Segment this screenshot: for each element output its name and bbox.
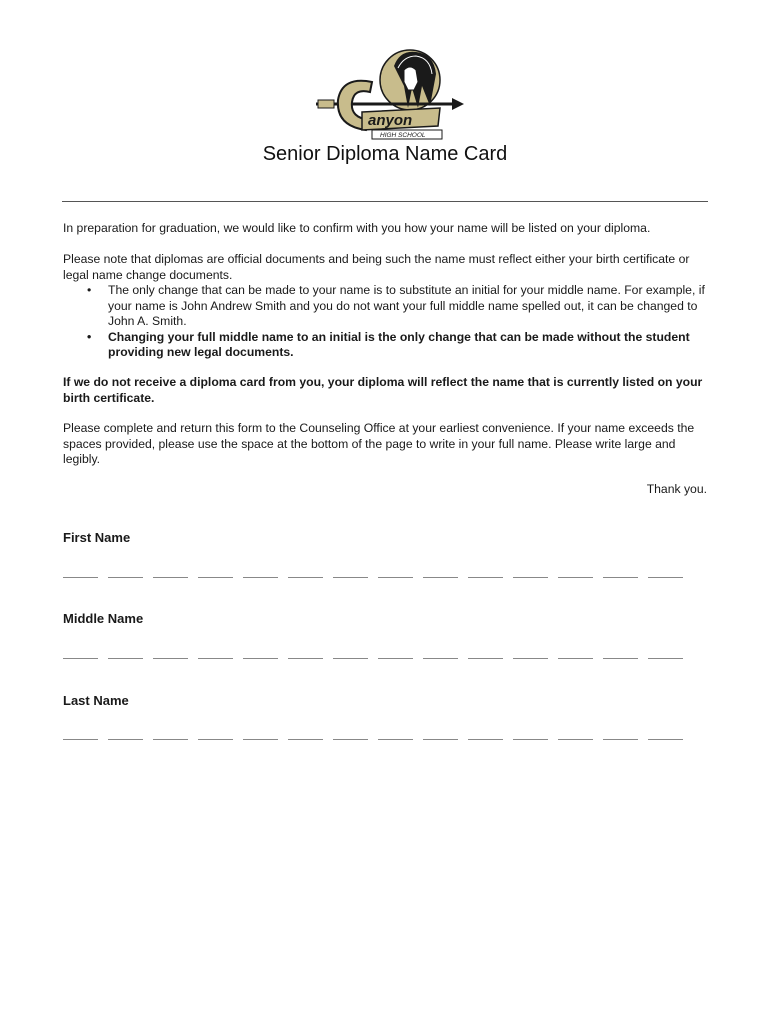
letter-blank[interactable] — [63, 729, 98, 740]
bullet-text: Changing your full middle name to an initial is the only change that can be made without the student providing new legal documents. — [108, 329, 690, 359]
letter-blank[interactable] — [333, 729, 368, 740]
last-name-label: Last Name — [63, 693, 129, 708]
bullet-icon: • — [87, 283, 92, 297]
warning-paragraph: If we do not receive a diploma card from you, your diploma will reflect the name that is currently listed on your birth certificate. — [63, 375, 703, 405]
letter-blank[interactable] — [423, 729, 458, 740]
svg-text:HIGH SCHOOL: HIGH SCHOOL — [380, 132, 426, 139]
letter-blank[interactable] — [468, 567, 503, 578]
middle-name-label: Middle Name — [63, 611, 144, 626]
letter-blank[interactable] — [243, 729, 278, 740]
list-item — [63, 330, 711, 361]
letter-blank[interactable] — [513, 729, 548, 740]
thanks-text: Thank you. — [646, 482, 707, 496]
note-paragraph: Please note that diplomas are official documents and being such the name must reflect either your birth certificate or legal name change documents. — [63, 252, 690, 282]
letter-blank[interactable] — [648, 648, 683, 659]
page-title: Senior Diploma Name Card — [262, 143, 508, 165]
rules-list — [63, 283, 711, 361]
first-name-label: First Name — [63, 530, 131, 545]
title-divider — [62, 201, 708, 202]
letter-blank[interactable] — [513, 567, 548, 578]
instructions-paragraph: Please complete and return this form to the Counseling Office at your earliest convenience. If your name exceeds the spaces provided, please use the space at the bottom of the page to write in your full name. Please write large and legibly. — [63, 421, 695, 466]
letter-blank[interactable] — [108, 648, 143, 659]
intro-paragraph: In preparation for graduation, we would like to confirm with you how your name will be listed on your diploma. — [63, 221, 651, 235]
letter-blank[interactable] — [558, 567, 593, 578]
letter-blank[interactable] — [63, 567, 98, 578]
letter-blank[interactable] — [423, 567, 458, 578]
letter-blank[interactable] — [558, 729, 593, 740]
letter-blank[interactable] — [288, 648, 323, 659]
last-name-blanks[interactable] — [63, 729, 703, 741]
letter-blank[interactable] — [108, 567, 143, 578]
letter-blank[interactable] — [333, 648, 368, 659]
letter-blank[interactable] — [243, 648, 278, 659]
letter-blank[interactable] — [288, 567, 323, 578]
letter-blank[interactable] — [198, 567, 233, 578]
letter-blank[interactable] — [648, 567, 683, 578]
letter-blank[interactable] — [468, 729, 503, 740]
letter-blank[interactable] — [198, 729, 233, 740]
letter-blank[interactable] — [603, 567, 638, 578]
list-item — [63, 283, 711, 330]
letter-blank[interactable] — [423, 648, 458, 659]
letter-blank[interactable] — [198, 648, 233, 659]
letter-blank[interactable] — [153, 648, 188, 659]
letter-blank[interactable] — [63, 648, 98, 659]
bullet-text: The only change that can be made to your name is to substitute an initial for your middle name. For example, if your name is John Andrew Smith and you do not want your full middle name spelled out, it can be changed to John A. Smith. — [108, 283, 705, 328]
letter-blank[interactable] — [108, 729, 143, 740]
letter-blank[interactable] — [468, 648, 503, 659]
letter-blank[interactable] — [558, 648, 593, 659]
letter-blank[interactable] — [378, 648, 413, 659]
middle-name-blanks[interactable] — [63, 648, 703, 660]
first-name-blanks[interactable] — [63, 567, 703, 579]
letter-blank[interactable] — [378, 567, 413, 578]
letter-blank[interactable] — [378, 729, 413, 740]
bullet-icon: • — [87, 329, 92, 344]
letter-blank[interactable] — [603, 648, 638, 659]
letter-blank[interactable] — [513, 648, 548, 659]
letter-blank[interactable] — [288, 729, 323, 740]
school-logo — [312, 46, 464, 142]
canyon-logo-emblem-icon — [312, 46, 464, 142]
letter-blank[interactable] — [333, 567, 368, 578]
letter-blank[interactable] — [153, 729, 188, 740]
letter-blank[interactable] — [243, 567, 278, 578]
letter-blank[interactable] — [648, 729, 683, 740]
svg-text:anyon: anyon — [368, 112, 413, 129]
letter-blank[interactable] — [153, 567, 188, 578]
letter-blank[interactable] — [603, 729, 638, 740]
